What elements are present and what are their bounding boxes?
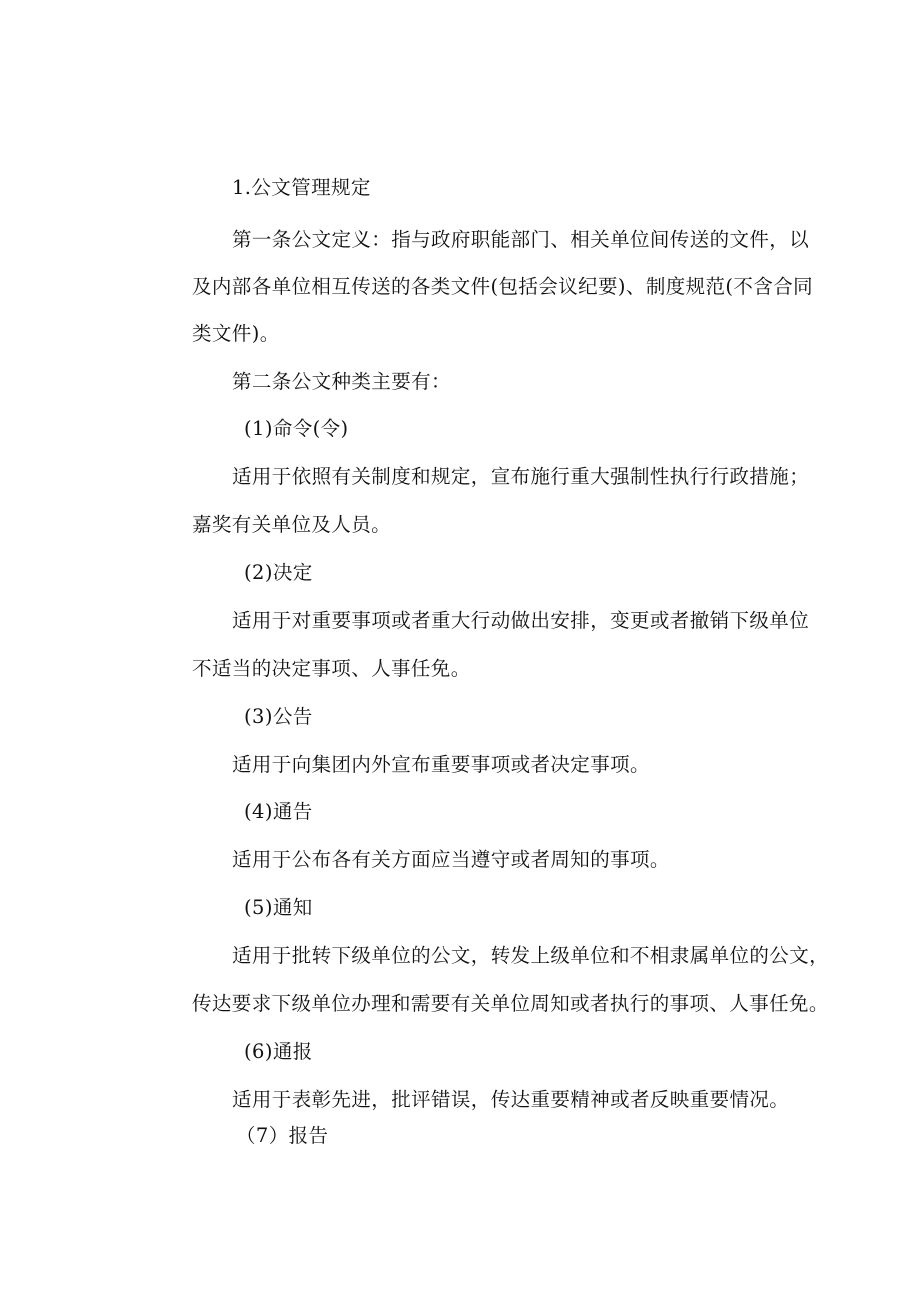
item-5-title: (5)通知	[244, 896, 313, 919]
item-6-title: (6)通报	[244, 1040, 313, 1063]
article-1-line-2: 及内部各单位相互传送的各类文件(包括会议纪要)、制度规范(不含合同	[192, 275, 814, 298]
item-3-title: (3)公告	[244, 705, 313, 728]
item-4-desc-line-1: 适用于公布各有关方面应当遵守或者周知的事项。	[232, 848, 670, 871]
item-3-desc-line-1: 适用于向集团内外宣布重要事项或者决定事项。	[232, 753, 650, 776]
item-1-desc-line-2: 嘉奖有关单位及人员。	[192, 513, 392, 536]
item-7-title: （7）报告	[236, 1124, 329, 1147]
item-2-title: (2)决定	[244, 561, 313, 584]
item-2-desc-line-1: 适用于对重要事项或者重大行动做出安排，变更或者撤销下级单位	[232, 609, 810, 632]
item-1-title: (1)命令(令)	[244, 417, 349, 440]
item-1-desc-line-1: 适用于依照有关制度和规定，宣布施行重大强制性执行行政措施；	[232, 465, 810, 488]
item-2-desc-line-2: 不适当的决定事项、人事任免。	[192, 657, 471, 680]
section-heading: 1.公文管理规定	[232, 176, 371, 199]
article-2: 第二条公文种类主要有：	[232, 370, 451, 393]
item-4-title: (4)通告	[244, 800, 313, 823]
article-1-line-3: 类文件)。	[192, 322, 280, 345]
article-1-line-1: 第一条公文定义：指与政府职能部门、相关单位间传送的文件，以	[232, 228, 810, 251]
item-5-desc-line-1: 适用于批转下级单位的公文，转发上级单位和不相隶属单位的公文，	[232, 944, 830, 967]
item-5-desc-line-2: 传达要求下级单位办理和需要有关单位周知或者执行的事项、人事任免。	[192, 992, 829, 1015]
item-6-desc-line-1: 适用于表彰先进，批评错误，传达重要精神或者反映重要情况。	[232, 1088, 790, 1111]
